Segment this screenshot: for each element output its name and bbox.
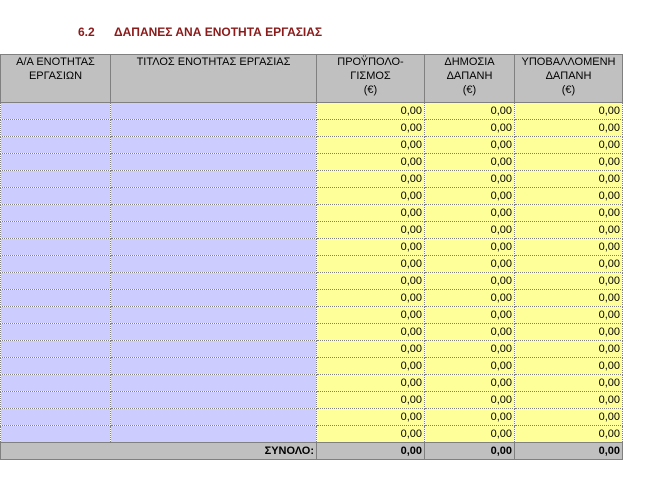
table-row bbox=[1, 188, 623, 205]
budget-cell[interactable]: 0,00 bbox=[317, 426, 425, 443]
title-cell[interactable] bbox=[111, 392, 317, 409]
public-cell[interactable]: 0,00 bbox=[425, 273, 515, 290]
public-cell[interactable]: 0,00 bbox=[425, 392, 515, 409]
public-cell[interactable]: 0,00 bbox=[425, 120, 515, 137]
public-cell[interactable]: 0,00 bbox=[425, 137, 515, 154]
public-cell[interactable]: 0,00 bbox=[425, 358, 515, 375]
title-cell[interactable] bbox=[111, 409, 317, 426]
title-cell[interactable] bbox=[111, 307, 317, 324]
submitted-cell[interactable]: 0,00 bbox=[515, 171, 623, 188]
public-cell[interactable]: 0,00 bbox=[425, 256, 515, 273]
submitted-cell[interactable]: 0,00 bbox=[515, 188, 623, 205]
budget-cell[interactable]: 0,00 bbox=[317, 205, 425, 222]
budget-cell[interactable]: 0,00 bbox=[317, 358, 425, 375]
title-cell[interactable] bbox=[111, 103, 317, 120]
total-submitted: 0,00 bbox=[515, 443, 623, 460]
title-cell[interactable] bbox=[111, 188, 317, 205]
public-cell[interactable]: 0,00 bbox=[425, 307, 515, 324]
budget-cell[interactable]: 0,00 bbox=[317, 290, 425, 307]
title-cell[interactable] bbox=[111, 256, 317, 273]
submitted-cell[interactable]: 0,00 bbox=[515, 307, 623, 324]
title-cell[interactable] bbox=[111, 205, 317, 222]
col-header-aa: Α/Α ΕΝΟΤΗΤΑΣ ΕΡΓΑΣΙΩΝ bbox=[1, 55, 111, 103]
budget-cell[interactable]: 0,00 bbox=[317, 120, 425, 137]
submitted-cell[interactable]: 0,00 bbox=[515, 358, 623, 375]
submitted-cell[interactable]: 0,00 bbox=[515, 205, 623, 222]
budget-cell[interactable]: 0,00 bbox=[317, 307, 425, 324]
budget-cell[interactable]: 0,00 bbox=[317, 103, 425, 120]
table-row bbox=[1, 137, 623, 154]
budget-cell[interactable]: 0,00 bbox=[317, 256, 425, 273]
submitted-cell[interactable]: 0,00 bbox=[515, 137, 623, 154]
table-row bbox=[1, 324, 623, 341]
submitted-cell[interactable]: 0,00 bbox=[515, 273, 623, 290]
public-cell[interactable]: 0,00 bbox=[425, 375, 515, 392]
table-row bbox=[1, 392, 623, 409]
submitted-cell[interactable]: 0,00 bbox=[515, 239, 623, 256]
table-row bbox=[1, 154, 623, 171]
table-row bbox=[1, 205, 623, 222]
title-cell[interactable] bbox=[111, 171, 317, 188]
public-cell[interactable]: 0,00 bbox=[425, 205, 515, 222]
aa-cell[interactable] bbox=[1, 290, 111, 307]
table-row bbox=[1, 375, 623, 392]
aa-cell[interactable] bbox=[1, 205, 111, 222]
public-cell[interactable]: 0,00 bbox=[425, 290, 515, 307]
totals-label: ΣΥΝΟΛΟ: bbox=[1, 443, 317, 460]
title-cell[interactable] bbox=[111, 239, 317, 256]
table-row bbox=[1, 341, 623, 358]
aa-cell[interactable] bbox=[1, 222, 111, 239]
title-cell[interactable] bbox=[111, 273, 317, 290]
public-cell[interactable]: 0,00 bbox=[425, 222, 515, 239]
submitted-cell[interactable]: 0,00 bbox=[515, 103, 623, 120]
title-cell[interactable] bbox=[111, 426, 317, 443]
submitted-cell[interactable]: 0,00 bbox=[515, 120, 623, 137]
total-budget: 0,00 bbox=[317, 443, 425, 460]
public-cell[interactable]: 0,00 bbox=[425, 409, 515, 426]
title-cell[interactable] bbox=[111, 341, 317, 358]
title-cell[interactable] bbox=[111, 222, 317, 239]
table-row bbox=[1, 171, 623, 188]
budget-cell[interactable]: 0,00 bbox=[317, 392, 425, 409]
public-cell[interactable]: 0,00 bbox=[425, 324, 515, 341]
title-cell[interactable] bbox=[111, 358, 317, 375]
submitted-cell[interactable]: 0,00 bbox=[515, 324, 623, 341]
submitted-cell[interactable]: 0,00 bbox=[515, 392, 623, 409]
budget-cell[interactable]: 0,00 bbox=[317, 273, 425, 290]
budget-cell[interactable]: 0,00 bbox=[317, 154, 425, 171]
aa-cell[interactable] bbox=[1, 273, 111, 290]
expenses-table bbox=[0, 54, 623, 460]
table-row bbox=[1, 256, 623, 273]
col-header-submitted: ΥΠΟΒΑΛΛΟΜΕΝΗ ΔΑΠΑΝΗ (€) bbox=[515, 55, 623, 103]
table-row bbox=[1, 273, 623, 290]
aa-cell[interactable] bbox=[1, 392, 111, 409]
budget-cell[interactable]: 0,00 bbox=[317, 137, 425, 154]
aa-cell[interactable] bbox=[1, 103, 111, 120]
aa-cell[interactable] bbox=[1, 324, 111, 341]
table-row bbox=[1, 239, 623, 256]
total-public: 0,00 bbox=[425, 443, 515, 460]
title-cell[interactable] bbox=[111, 324, 317, 341]
totals-row bbox=[1, 443, 623, 460]
budget-cell[interactable]: 0,00 bbox=[317, 188, 425, 205]
aa-cell[interactable] bbox=[1, 171, 111, 188]
budget-cell[interactable]: 0,00 bbox=[317, 375, 425, 392]
submitted-cell[interactable]: 0,00 bbox=[515, 154, 623, 171]
aa-cell[interactable] bbox=[1, 409, 111, 426]
public-cell[interactable]: 0,00 bbox=[425, 154, 515, 171]
aa-cell[interactable] bbox=[1, 256, 111, 273]
aa-cell[interactable] bbox=[1, 426, 111, 443]
col-header-title: ΤΙΤΛΟΣ ΕΝΟΤΗΤΑΣ ΕΡΓΑΣΙΑΣ bbox=[111, 55, 317, 103]
aa-cell[interactable] bbox=[1, 137, 111, 154]
table-row bbox=[1, 358, 623, 375]
budget-cell[interactable]: 0,00 bbox=[317, 171, 425, 188]
aa-cell[interactable] bbox=[1, 154, 111, 171]
public-cell[interactable]: 0,00 bbox=[425, 171, 515, 188]
budget-cell[interactable]: 0,00 bbox=[317, 409, 425, 426]
budget-cell[interactable]: 0,00 bbox=[317, 324, 425, 341]
table-row bbox=[1, 290, 623, 307]
budget-cell[interactable]: 0,00 bbox=[317, 222, 425, 239]
aa-cell[interactable] bbox=[1, 341, 111, 358]
aa-cell[interactable] bbox=[1, 307, 111, 324]
submitted-cell[interactable]: 0,00 bbox=[515, 341, 623, 358]
title-cell[interactable] bbox=[111, 375, 317, 392]
col-header-public: ΔΗΜΟΣΙΑ ΔΑΠΑΝΗ (€) bbox=[425, 55, 515, 103]
public-cell[interactable]: 0,00 bbox=[425, 103, 515, 120]
table-row bbox=[1, 120, 623, 137]
submitted-cell[interactable]: 0,00 bbox=[515, 256, 623, 273]
section-title bbox=[78, 25, 322, 39]
table-row bbox=[1, 307, 623, 324]
budget-cell[interactable]: 0,00 bbox=[317, 341, 425, 358]
section-title-text: ΔΑΠΑΝΕΣ ΑΝΑ ΕΝΟΤΗΤΑ ΕΡΓΑΣΙΑΣ bbox=[114, 25, 323, 39]
public-cell[interactable]: 0,00 bbox=[425, 188, 515, 205]
title-cell[interactable] bbox=[111, 120, 317, 137]
title-cell[interactable] bbox=[111, 290, 317, 307]
public-cell[interactable]: 0,00 bbox=[425, 341, 515, 358]
submitted-cell[interactable]: 0,00 bbox=[515, 290, 623, 307]
public-cell[interactable]: 0,00 bbox=[425, 426, 515, 443]
submitted-cell[interactable]: 0,00 bbox=[515, 222, 623, 239]
aa-cell[interactable] bbox=[1, 358, 111, 375]
title-cell[interactable] bbox=[111, 154, 317, 171]
table-row bbox=[1, 222, 623, 239]
aa-cell[interactable] bbox=[1, 188, 111, 205]
submitted-cell[interactable]: 0,00 bbox=[515, 426, 623, 443]
table-row bbox=[1, 103, 623, 120]
aa-cell[interactable] bbox=[1, 375, 111, 392]
title-cell[interactable] bbox=[111, 137, 317, 154]
aa-cell[interactable] bbox=[1, 239, 111, 256]
table-row bbox=[1, 409, 623, 426]
budget-cell[interactable]: 0,00 bbox=[317, 239, 425, 256]
header-row bbox=[1, 55, 623, 103]
section-number: 6.2 bbox=[78, 25, 95, 39]
public-cell[interactable]: 0,00 bbox=[425, 239, 515, 256]
submitted-cell[interactable]: 0,00 bbox=[515, 409, 623, 426]
col-header-budget: ΠΡΟΫΠΟΛΟ- ΓΙΣΜΟΣ (€) bbox=[317, 55, 425, 103]
aa-cell[interactable] bbox=[1, 120, 111, 137]
table-row bbox=[1, 426, 623, 443]
submitted-cell[interactable]: 0,00 bbox=[515, 375, 623, 392]
